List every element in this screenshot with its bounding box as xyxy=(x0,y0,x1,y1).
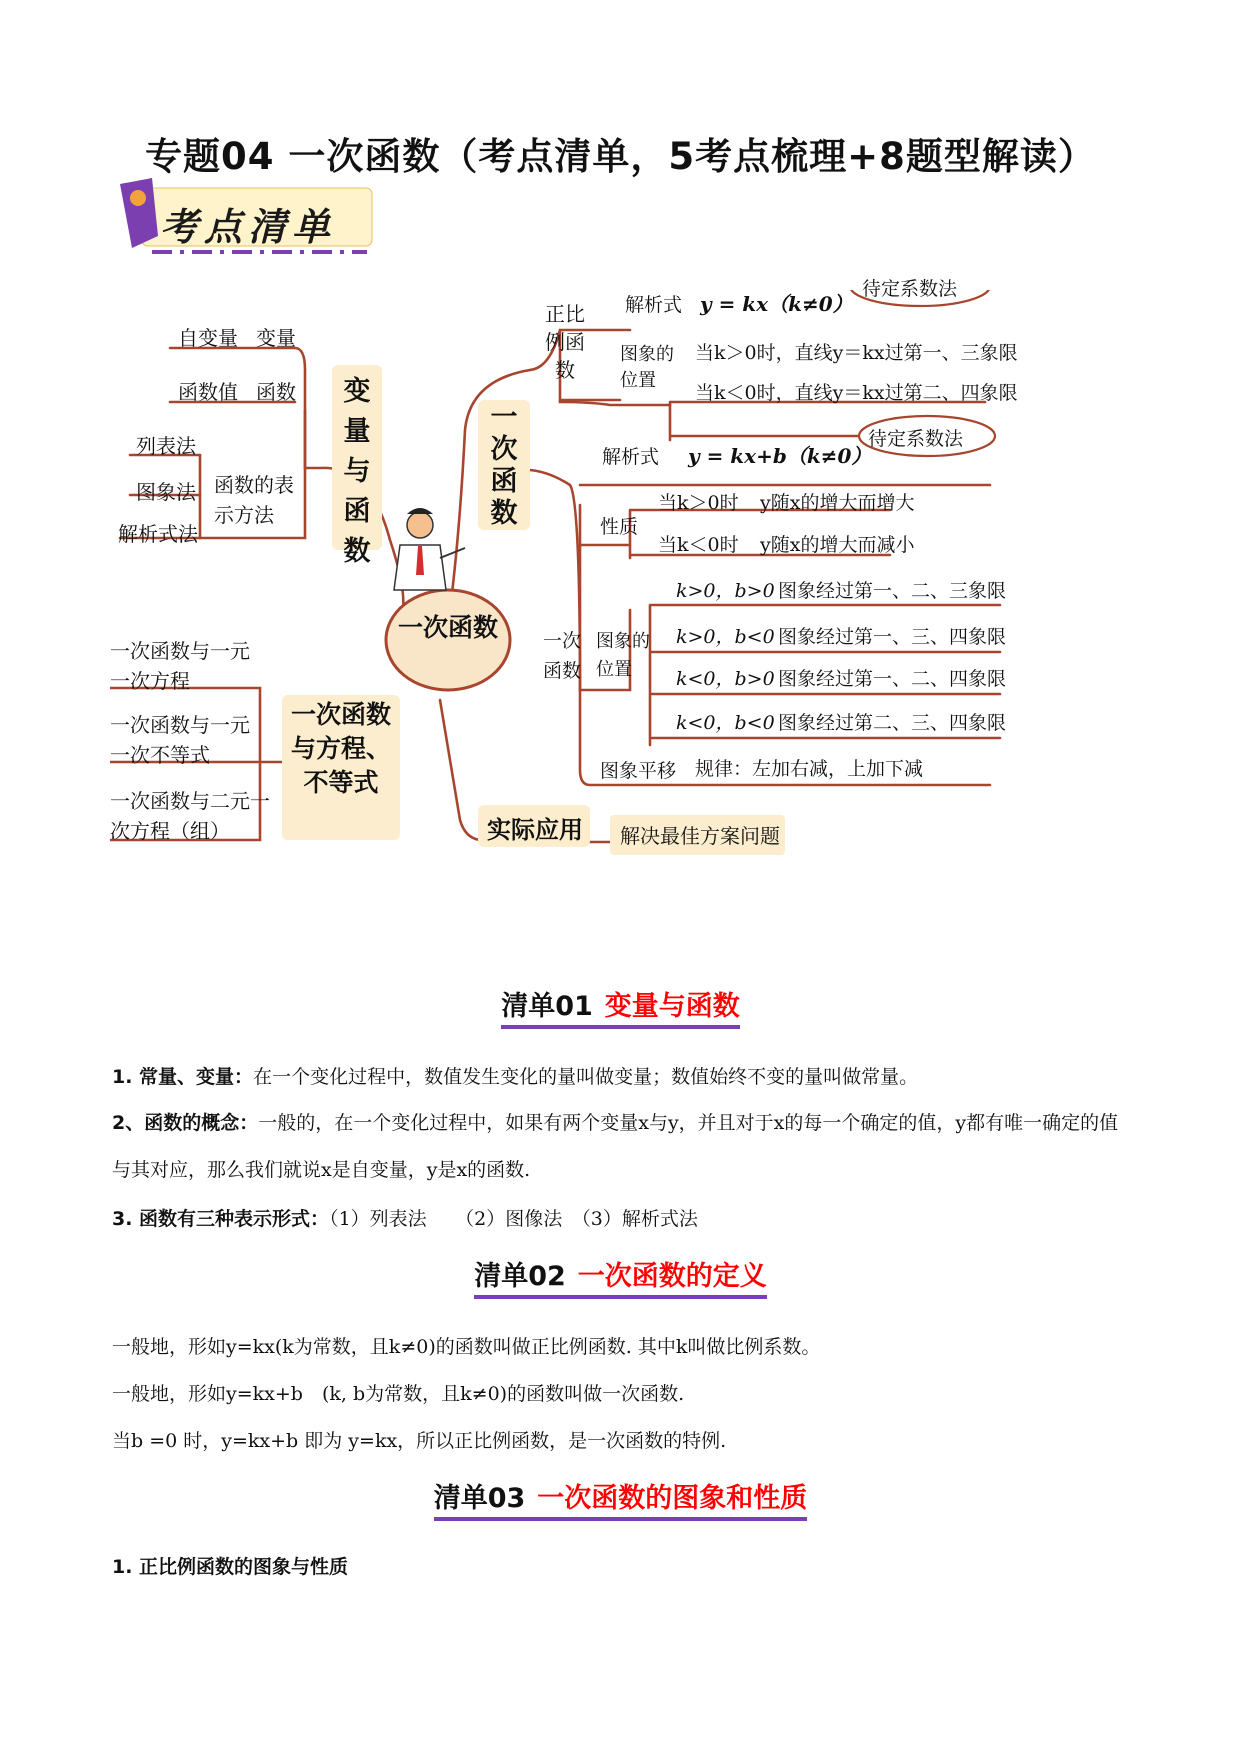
linear-formula-label: 解析式 xyxy=(602,446,660,468)
s2-line-2: 一般地，形如y=kx+b (k, b为常数，且k≠0)的函数叫做一次函数. xyxy=(112,1383,685,1405)
case-3-cond: k<0，b>0 xyxy=(676,668,775,690)
nature-positive-cond: 当k＞0时 xyxy=(658,492,739,514)
s1-p1-lead: 1. 常量、变量： xyxy=(112,1066,254,1088)
s1-p2-lead: 2、函数的概念： xyxy=(112,1112,259,1134)
nature-negative: y随x的增大而减小 xyxy=(760,534,915,556)
section-03-number: 清单03 xyxy=(433,1483,526,1514)
s2-line-3: 当b =0 时，y=kx+b 即为 y=kx，所以正比例函数，是一次函数的特例. xyxy=(112,1430,727,1452)
leaf-graph-method: 图象法 xyxy=(136,480,196,504)
shift-label: 图象平移 xyxy=(600,760,677,782)
nature-label: 性质 xyxy=(600,516,639,538)
s3-paragraph-1: 1. 正比例函数的图象与性质 xyxy=(112,1556,349,1578)
prop-positive-case: 当k＞0时，直线y＝kx过第一、三象限 xyxy=(695,342,1018,364)
branch-application: 实际应用 xyxy=(487,816,583,844)
case-1-cond: k>0，b>0 xyxy=(676,580,775,602)
case-4-cond: k<0，b<0 xyxy=(676,712,775,734)
leaf-independent-variable: 自变量 xyxy=(178,326,238,350)
linear-formula: y = kx+b（k≠0） xyxy=(688,444,872,468)
leaf-function: 函数 xyxy=(256,380,296,404)
prop-formula-label: 解析式 xyxy=(625,294,683,316)
mind-map xyxy=(110,278,1130,950)
case-2-desc: 图象经过第一、三、四象限 xyxy=(778,626,1007,648)
leaf-eq-3: 一次函数与二元一次方程（组） xyxy=(110,789,270,843)
leaf-formula-method: 解析式法 xyxy=(118,522,198,546)
prop-negative-case: 当k＜0时，直线y＝kx过第二、四象限 xyxy=(695,382,1018,404)
case-4-desc: 图象经过第二、三、四象限 xyxy=(778,712,1007,734)
leaf-representation-methods: 函数的表示方法 xyxy=(214,473,294,527)
leaf-table-method: 列表法 xyxy=(136,434,196,458)
section-02-number: 清单02 xyxy=(474,1261,566,1292)
branch-equation-inequality: 一次函数与方程、不等式 xyxy=(290,700,391,797)
s1-p3-lead: 3. 函数有三种表示形式： xyxy=(112,1208,330,1230)
branch-linear-function: 一次函数 xyxy=(490,402,518,529)
leaf-eq-2: 一次函数与一元一次不等式 xyxy=(110,713,250,767)
linear-sub-label: 一次函数 xyxy=(542,630,581,682)
page-title: 专题04 一次函数（考点清单，5考点梳理+8题型解读） xyxy=(145,135,1096,178)
case-1-desc: 图象经过第一、二、三象限 xyxy=(778,580,1007,602)
case-2-cond: k>0，b<0 xyxy=(676,626,775,648)
s1-paragraph-1 xyxy=(112,1054,1132,1101)
nature-positive: y随x的增大而增大 xyxy=(760,492,915,514)
s1-paragraph-2 xyxy=(112,1100,1132,1194)
s1-p1-text: 在一个变化过程中，数值发生变化的量叫做变量；数值始终不变的量叫做常量。 xyxy=(253,1066,919,1088)
application-leaf: 解决最佳方案问题 xyxy=(620,824,780,848)
section-03-header xyxy=(0,1476,1241,1521)
s1-p2-text: 一般的，在一个变化过程中，如果有两个变量x与y，并且对于x的每一个确定的值，y都有唯一确定的值与其对应，那么我们就说x是自变量，y是x的函数. xyxy=(112,1112,1119,1181)
prop-formula: y = kx（k≠0） xyxy=(700,292,853,316)
tag-undetermined-coefficient-2: 待定系数法 xyxy=(868,428,964,450)
tag-undetermined-coefficient-1: 待定系数法 xyxy=(862,278,958,300)
branch-variable-function: 变量与函数 xyxy=(343,376,371,567)
badge-label: 考点清单 xyxy=(160,204,337,249)
graph-position-label: 图象的位置 xyxy=(596,631,650,680)
leaf-eq-1: 一次函数与一元一次方程 xyxy=(110,639,250,693)
prop-graph-label: 图象的位置 xyxy=(620,344,674,391)
center-node: 一次函数 xyxy=(397,613,498,642)
proportional-function-label: 正比例函数 xyxy=(545,302,585,382)
leaf-function-value: 函数值 xyxy=(178,380,238,404)
s1-p3-text: （1）列表法 （2）图像法 （3）解析式法 xyxy=(329,1208,698,1230)
section-01-header xyxy=(0,984,1241,1029)
section-03-name: 一次函数的图象和性质 xyxy=(537,1483,808,1514)
case-3-desc: 图象经过第一、二、四象限 xyxy=(778,668,1007,690)
section-02-name: 一次函数的定义 xyxy=(577,1261,767,1292)
section-01-number: 清单01 xyxy=(501,991,593,1022)
nature-negative-cond: 当k＜0时 xyxy=(658,534,739,556)
s1-paragraph-3 xyxy=(112,1196,1132,1243)
shift-rule: 规律：左加右减，上加下减 xyxy=(695,758,924,780)
leaf-variable: 变量 xyxy=(256,326,296,350)
s2-line-1: 一般地，形如y=kx(k为常数，且k≠0)的函数叫做正比例函数. 其中k叫做比例系数。 xyxy=(112,1336,821,1358)
section-01-name: 变量与函数 xyxy=(604,991,740,1022)
section-02-header xyxy=(0,1254,1241,1299)
